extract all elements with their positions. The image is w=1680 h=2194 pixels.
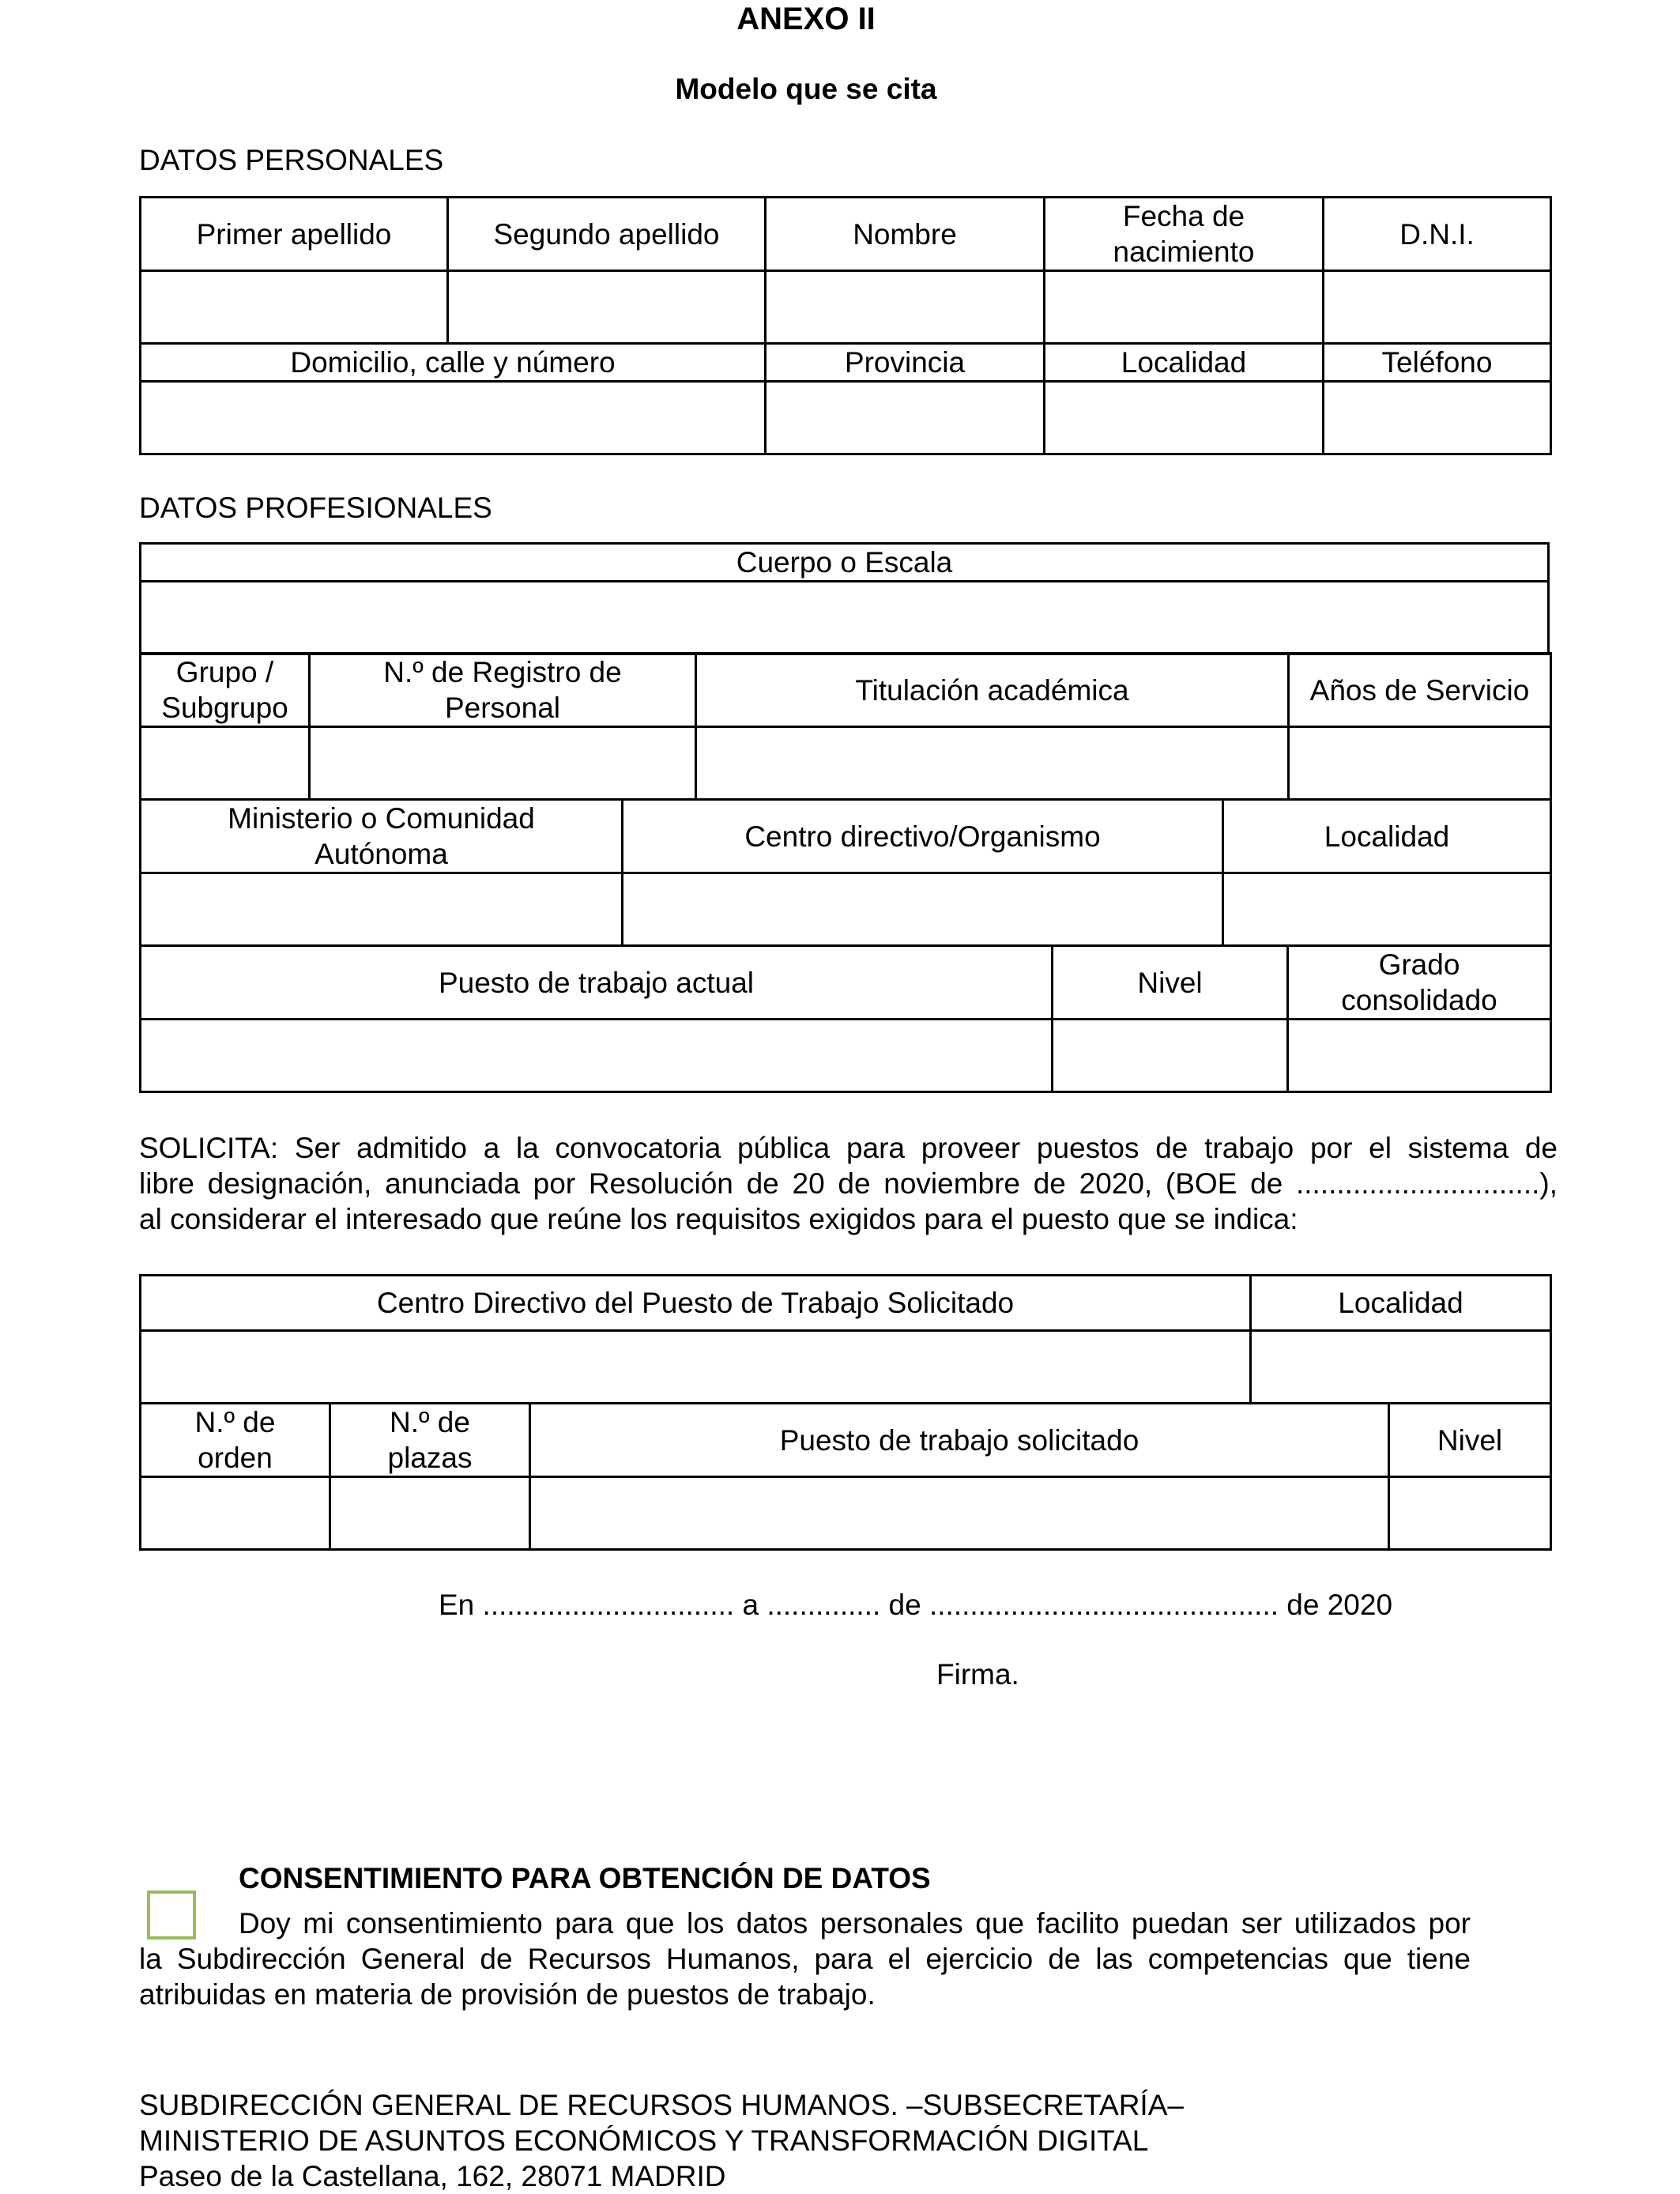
solicita-paragraph: SOLICITA: Ser admitido a la convocatoria pública para proveer puestos de trabajo por el sistema de libre designación, anunciada por Resolución de 20 de noviembre de 2020, (BOE de ..............................), al considerar el interesado que reúne los requisitos exigidos para el puesto que se indica: xyxy=(139,1132,1558,1235)
footer-line-2: MINISTERIO DE ASUNTOS ECONÓMICOS Y TRANSFORMACIÓN DIGITAL xyxy=(139,2124,1149,2157)
header-telefono: Teléfono xyxy=(1324,344,1551,382)
requested-centro-table xyxy=(139,1274,1552,1404)
consent-title: CONSENTIMIENTO PARA OBTENCIÓN DE DATOS xyxy=(239,1862,931,1894)
header-provincia: Provincia xyxy=(766,344,1045,382)
footer-line-3: Paseo de la Castellana, 162, 28071 MADRID xyxy=(139,2160,726,2192)
page-title: ANEXO II xyxy=(736,2,876,36)
firma-label: Firma. xyxy=(936,1658,1019,1691)
input-titulacion[interactable] xyxy=(696,727,1289,800)
input-puesto-solicitado[interactable] xyxy=(530,1477,1389,1550)
header-cuerpo-escala: Cuerpo o Escala xyxy=(141,544,1549,582)
input-localidad-profesional[interactable] xyxy=(1223,873,1551,946)
input-numero-plazas[interactable] xyxy=(330,1477,530,1550)
header-nombre: Nombre xyxy=(766,198,1045,271)
header-nivel-solicitado: Nivel xyxy=(1389,1404,1551,1477)
header-segundo-apellido: Segundo apellido xyxy=(448,198,766,271)
header-grado-consolidado: Grado consolidado xyxy=(1288,946,1551,1020)
input-ministerio[interactable] xyxy=(141,873,623,946)
input-centro-solicitado[interactable] xyxy=(141,1331,1251,1404)
header-fecha-nacimiento: Fecha de nacimiento xyxy=(1045,198,1324,271)
input-cuerpo-escala[interactable] xyxy=(141,582,1549,654)
input-grado-consolidado[interactable] xyxy=(1288,1020,1551,1092)
puesto-actual-table xyxy=(139,944,1552,1093)
input-nivel-actual[interactable] xyxy=(1053,1020,1288,1092)
input-dni[interactable] xyxy=(1324,271,1551,344)
header-ministerio: Ministerio o Comunidad Autónoma xyxy=(141,800,623,873)
header-numero-orden: N.º de orden xyxy=(141,1404,330,1477)
header-nivel-actual: Nivel xyxy=(1053,946,1288,1020)
input-nivel-solicitado[interactable] xyxy=(1389,1477,1551,1550)
professional-section-label: DATOS PROFESIONALES xyxy=(139,492,492,524)
input-puesto-actual[interactable] xyxy=(141,1020,1053,1092)
date-line: En ............................... a .............. de ........................................... de 2020 xyxy=(439,1589,1393,1621)
page-subtitle: Modelo que se cita xyxy=(675,73,937,105)
personal-section-label: DATOS PERSONALES xyxy=(139,144,444,176)
input-registro-personal[interactable] xyxy=(310,727,696,800)
grupo-table xyxy=(139,652,1552,801)
input-localidad-solicitada[interactable] xyxy=(1251,1331,1551,1404)
cuerpo-table xyxy=(139,542,1550,655)
input-domicilio[interactable] xyxy=(141,382,766,454)
input-provincia[interactable] xyxy=(766,382,1045,454)
input-segundo-apellido[interactable] xyxy=(448,271,766,344)
footer-address xyxy=(139,2087,1184,2194)
header-anos-servicio: Años de Servicio xyxy=(1289,654,1551,727)
input-centro-directivo[interactable] xyxy=(623,873,1223,946)
input-telefono[interactable] xyxy=(1324,382,1551,454)
input-anos-servicio[interactable] xyxy=(1289,727,1551,800)
requested-puesto-table xyxy=(139,1402,1552,1551)
header-centro-directivo: Centro directivo/Organismo xyxy=(623,800,1223,873)
header-localidad: Localidad xyxy=(1045,344,1324,382)
input-localidad[interactable] xyxy=(1045,382,1324,454)
header-numero-plazas: N.º de plazas xyxy=(330,1404,530,1477)
header-titulacion: Titulación académica xyxy=(696,654,1289,727)
header-grupo-subgrupo: Grupo / Subgrupo xyxy=(141,654,310,727)
header-localidad-solicitada: Localidad xyxy=(1251,1276,1551,1331)
header-centro-solicitado: Centro Directivo del Puesto de Trabajo Solicitado xyxy=(141,1276,1251,1331)
ministerio-table xyxy=(139,798,1552,947)
consent-paragraph: Doy mi consentimiento para que los datos personales que facilito puedan ser utilizados por la Subdirección General de Recursos Humanos, para el ejercicio de las competencias que tiene atribuidas en materia de provisión de puestos de trabajo. xyxy=(139,1907,1471,2011)
input-grupo-subgrupo[interactable] xyxy=(141,727,310,800)
input-primer-apellido[interactable] xyxy=(141,271,448,344)
header-primer-apellido: Primer apellido xyxy=(141,198,448,271)
header-registro-personal: N.º de Registro de Personal xyxy=(310,654,696,727)
input-fecha-nacimiento[interactable] xyxy=(1045,271,1324,344)
footer-line-1: SUBDIRECCIÓN GENERAL DE RECURSOS HUMANOS. –SUBSECRETARÍA– xyxy=(139,2089,1184,2121)
header-domicilio: Domicilio, calle y número xyxy=(141,344,766,382)
header-puesto-actual: Puesto de trabajo actual xyxy=(141,946,1053,1020)
header-puesto-solicitado: Puesto de trabajo solicitado xyxy=(530,1404,1389,1477)
input-numero-orden[interactable] xyxy=(141,1477,330,1550)
input-nombre[interactable] xyxy=(766,271,1045,344)
header-localidad-profesional: Localidad xyxy=(1223,800,1551,873)
personal-data-table xyxy=(139,196,1552,455)
header-dni: D.N.I. xyxy=(1324,198,1551,271)
